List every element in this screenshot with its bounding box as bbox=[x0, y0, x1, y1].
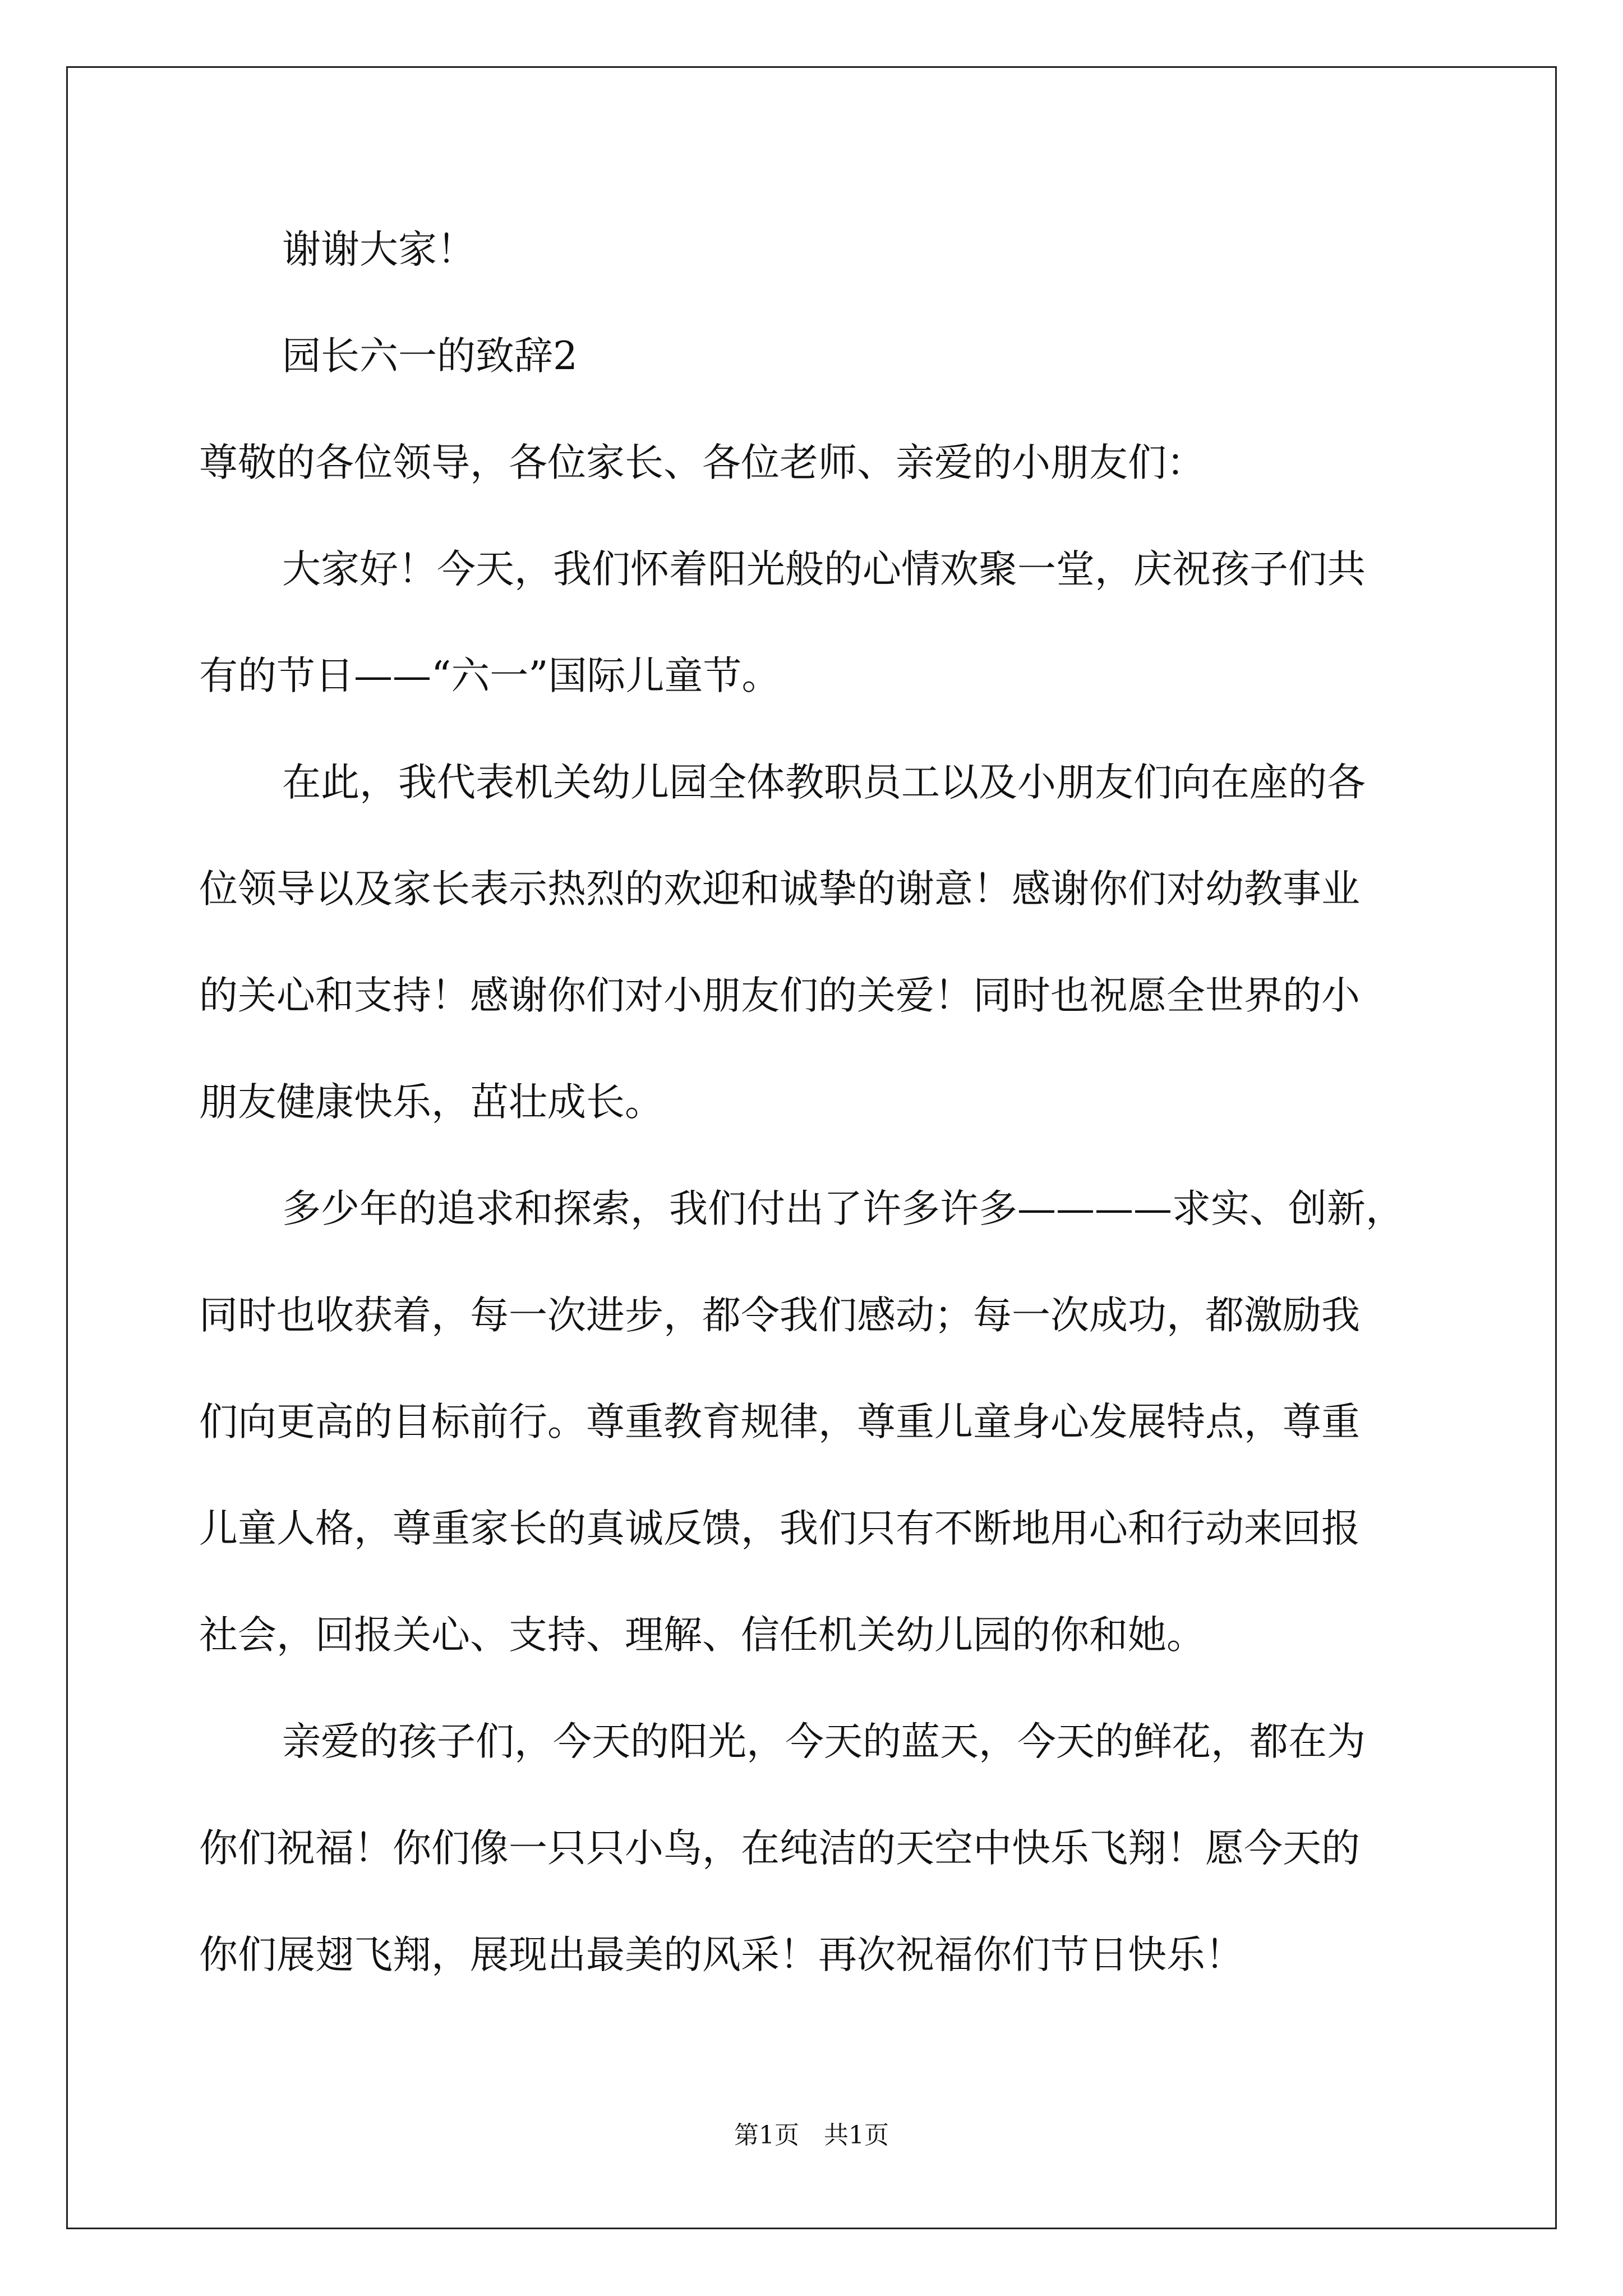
paragraph-line: 朋友健康快乐，茁壮成长。 bbox=[199, 1080, 663, 1125]
section-heading: 园长六一的致辞2 bbox=[282, 334, 578, 379]
paragraph-line: 们向更高的目标前行。尊重教育规律，尊重儿童身心发展特点，尊重 bbox=[199, 1400, 1360, 1444]
page-border bbox=[66, 66, 1557, 2229]
paragraph-line: 在此，我代表机关幼儿园全体教职员工以及小朋友们向在座的各 bbox=[282, 760, 1366, 805]
paragraph-line: 亲爱的孩子们，今天的阳光，今天的蓝天，今天的鲜花，都在为 bbox=[282, 1719, 1366, 1764]
page-footer: 第1页 共1页 bbox=[734, 2121, 889, 2150]
paragraph-line: 你们展翅飞翔，展现出最美的风采！再次祝福你们节日快乐！ bbox=[199, 1932, 1244, 1977]
paragraph-line: 谢谢大家！ bbox=[282, 227, 476, 272]
paragraph-line: 的关心和支持！感谢你们对小朋友们的关爱！同时也祝愿全世界的小 bbox=[199, 973, 1360, 1018]
paragraph-line: 有的节日——“六一”国际儿童节。 bbox=[199, 654, 781, 698]
paragraph-line: 同时也收获着，每一次进步，都令我们感动；每一次成功，都激励我 bbox=[199, 1293, 1360, 1338]
paragraph-line: 大家好！今天，我们怀着阳光般的心情欢聚一堂，庆祝孩子们共 bbox=[282, 547, 1366, 592]
paragraph-line: 你们祝福！你们像一只只小鸟，在纯洁的天空中快乐飞翔！愿今天的 bbox=[199, 1826, 1360, 1871]
paragraph-line: 儿童人格，尊重家长的真诚反馈，我们只有不断地用心和行动来回报 bbox=[199, 1506, 1360, 1551]
paragraph-line: 多少年的追求和探索，我们付出了许多许多————求实、创新， bbox=[282, 1186, 1404, 1231]
paragraph-line: 位领导以及家长表示热烈的欢迎和诚挚的谢意！感谢你们对幼教事业 bbox=[199, 867, 1360, 912]
paragraph-line: 社会，回报关心、支持、理解、信任机关幼儿园的你和她。 bbox=[199, 1613, 1205, 1658]
greeting-line: 尊敬的各位领导，各位家长、各位老师、亲爱的小朋友们： bbox=[199, 440, 1205, 485]
